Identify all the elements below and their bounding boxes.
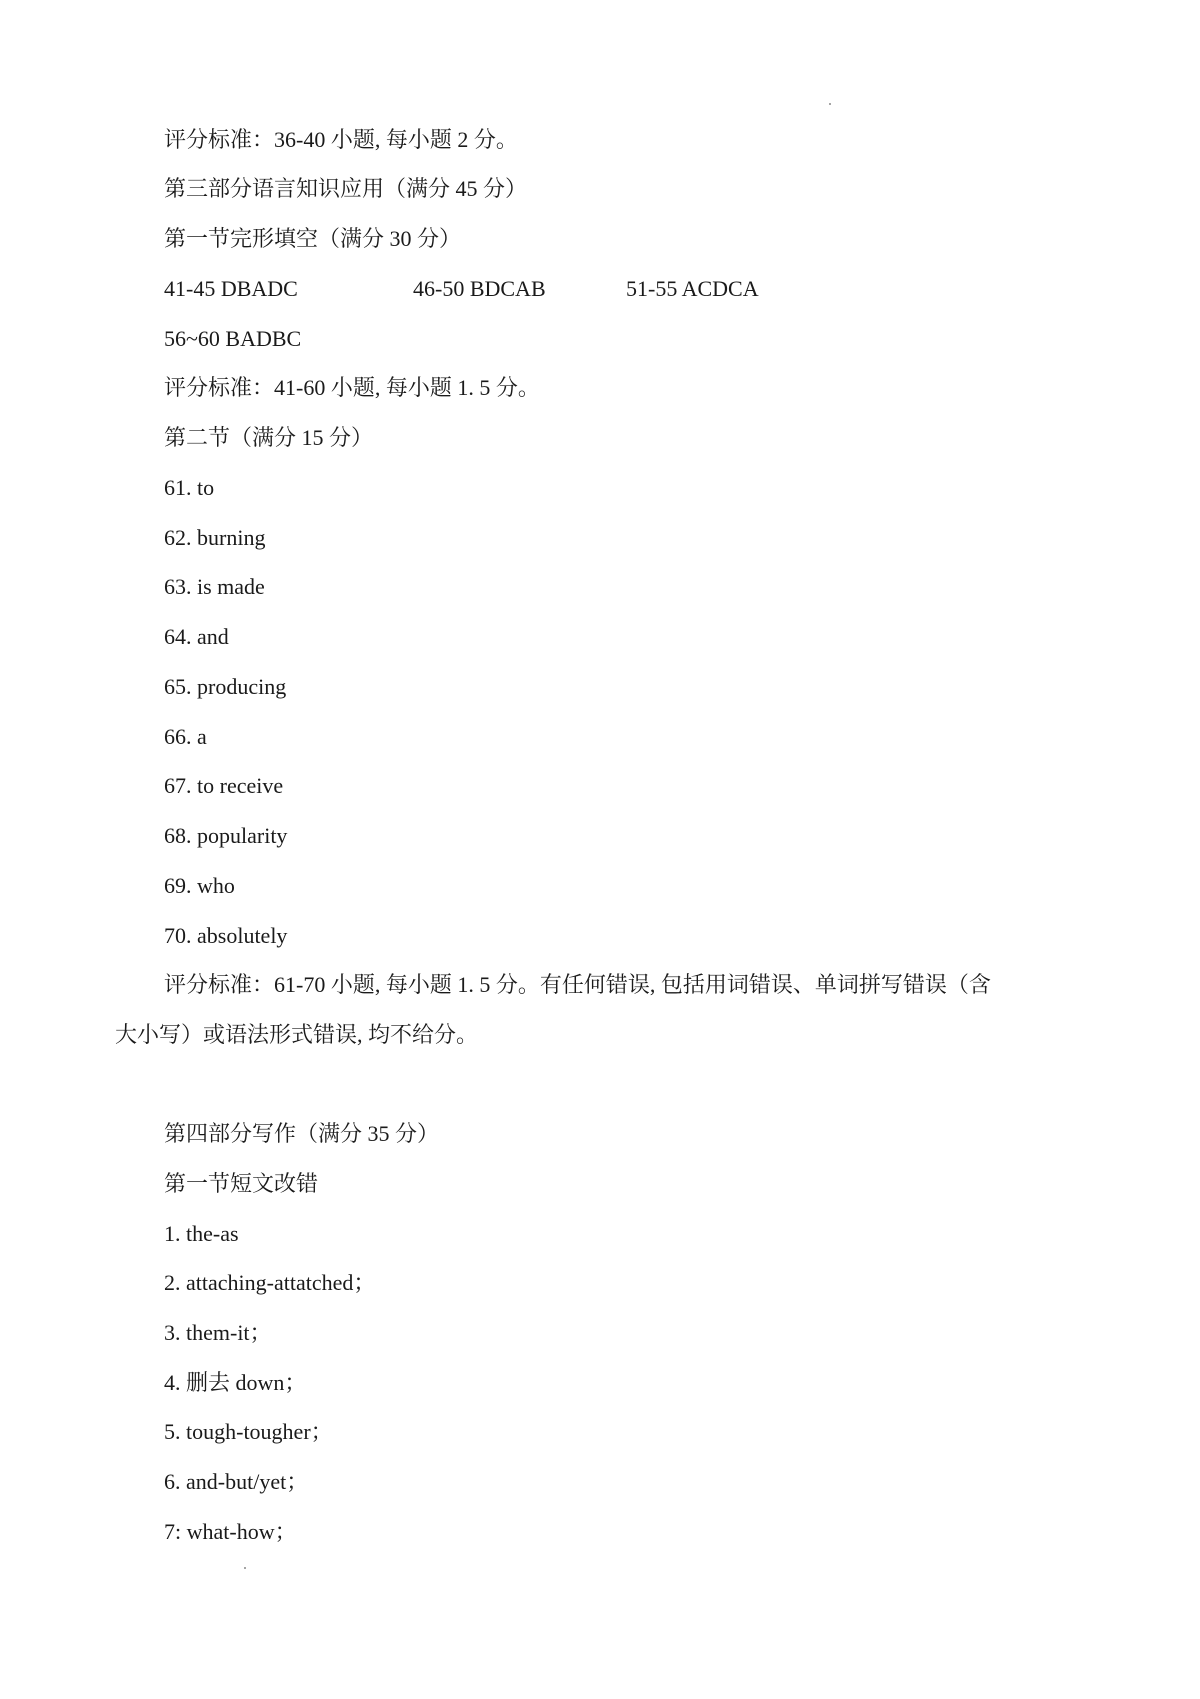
correction-title: 第一节短文改错 xyxy=(164,1171,319,1196)
part3-title: 第三部分语言知识应用（满分 45 分） xyxy=(164,176,528,201)
grammar-scoring-note-line2: 大小写）或语法形式错误, 均不给分。 xyxy=(115,1022,479,1047)
grammar-answer: 67. to receive xyxy=(164,773,284,798)
cloze-answers-41-45: 41-45 DBADC xyxy=(164,276,298,301)
grammar-scoring-note-line1: 评分标准：61-70 小题, 每小题 1. 5 分。有任何错误, 包括用词错误、单词拼写错误（含 xyxy=(164,972,991,997)
scan-speck xyxy=(829,103,831,105)
scan-speck xyxy=(244,1567,246,1569)
cloze-answers-56-60: 56~60 BADBC xyxy=(164,326,302,351)
grammar-answer: 62. burning xyxy=(164,525,266,550)
correction-answer: 1. the-as xyxy=(164,1221,239,1246)
correction-answer: 4. 删去 down； xyxy=(164,1370,307,1395)
correction-answer: 2. attaching-attatched； xyxy=(164,1270,376,1295)
cloze-title: 第一节完形填空（满分 30 分） xyxy=(164,226,462,251)
correction-answer: 3. them-it； xyxy=(164,1320,272,1345)
grammar-title: 第二节（满分 15 分） xyxy=(164,425,374,450)
grammar-answer: 66. a xyxy=(164,724,207,749)
grammar-answer: 61. to xyxy=(164,475,215,500)
cloze-answer-row xyxy=(164,275,764,303)
grammar-answer: 68. popularity xyxy=(164,823,288,848)
cloze-scoring-note: 评分标准：41-60 小题, 每小题 1. 5 分。 xyxy=(164,375,540,400)
cloze-answers-51-55: 51-55 ACDCA xyxy=(626,276,759,301)
grammar-answer: 63. is made xyxy=(164,574,265,599)
correction-answer: 5. tough-tougher； xyxy=(164,1419,333,1444)
cloze-answers-46-50: 46-50 BDCAB xyxy=(413,276,546,301)
grammar-answer: 69. who xyxy=(164,873,235,898)
grammar-answer: 65. producing xyxy=(164,674,287,699)
grammar-answer: 64. and xyxy=(164,624,229,649)
part4-title: 第四部分写作（满分 35 分） xyxy=(164,1121,440,1146)
correction-answer: 6. and-but/yet； xyxy=(164,1469,309,1494)
section3-scoring-note: 评分标准：36-40 小题, 每小题 2 分。 xyxy=(164,127,518,152)
correction-answer: 7: what-how； xyxy=(164,1519,297,1544)
grammar-answer: 70. absolutely xyxy=(164,923,288,948)
